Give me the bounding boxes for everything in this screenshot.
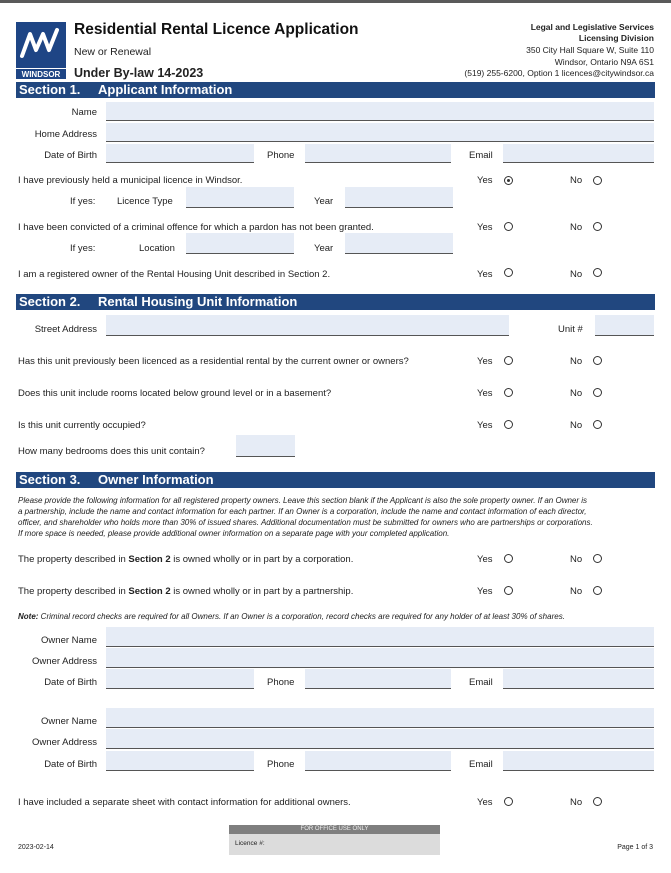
owner-address-label: Owner Address (32, 737, 97, 748)
partnership-yes-radio[interactable] (504, 586, 513, 595)
instructions-line-1: Please provide the following information for all registered property owners. Leave this section blank if the Applicant is also the sole property owner. If an Owner is (18, 496, 588, 505)
section-3-number: Section 3. (19, 472, 81, 487)
basement-no-radio[interactable] (593, 388, 602, 397)
unit-number-field[interactable] (595, 315, 654, 336)
question-previously-licenced: Has this unit previously been licenced as a residential rental by the current owner or owners? (18, 356, 409, 367)
question-partnership: The property described in Section 2 is owned wholly or in part by a partnership. (18, 586, 354, 597)
page-number: Page 1 of 3 (617, 844, 653, 851)
owner-1-phone-field[interactable] (305, 669, 451, 689)
question-basement: Does this unit include rooms located below ground level or in a basement? (18, 388, 332, 399)
email-label: Email (469, 759, 493, 770)
phone-label: Phone (267, 759, 295, 770)
contact-line: (519) 255-6200, Option 1 licences@citywindsor.ca (464, 68, 654, 78)
yes-label: Yes (477, 420, 493, 431)
instructions-line-2: a partnership, include the name and contact information for each partner. If an Owner is a corporation, include the name and contact information of each director, (18, 507, 587, 516)
no-label: No (570, 554, 583, 565)
owner-instructions (18, 495, 658, 539)
office-use-box (229, 834, 440, 855)
owner-1-name-field[interactable] (106, 627, 654, 647)
office-use-title: FOR OFFICE USE ONLY (229, 825, 440, 834)
instructions-line-4: If more space is needed, please provide additional owner information on a separate page with your completed application. (18, 529, 450, 538)
email-label: Email (469, 677, 493, 688)
question-corporation: The property described in Section 2 is owned wholly or in part by a corporation. (18, 554, 354, 565)
section-2-header (16, 294, 655, 310)
question-registered-owner: I am a registered owner of the Rental Housing Unit described in Section 2. (18, 269, 331, 280)
owner-1-dob-field[interactable] (106, 669, 254, 689)
offence-no-radio[interactable] (593, 222, 602, 231)
section-1-header (16, 82, 655, 98)
top-rule (0, 0, 671, 3)
yes-label: Yes (477, 269, 493, 280)
section-1-number: Section 1. (19, 82, 81, 97)
bedrooms-field[interactable] (236, 435, 295, 457)
no-label: No (570, 797, 583, 808)
no-label: No (570, 222, 583, 233)
question-criminal-offence: I have been convicted of a criminal offence for which a pardon has not been granted. (18, 222, 374, 233)
separate-sheet-no-radio[interactable] (593, 797, 602, 806)
question-occupied: Is this unit currently occupied? (18, 420, 146, 431)
licenced-no-radio[interactable] (593, 356, 602, 365)
owner-2-email-field[interactable] (503, 751, 654, 771)
section-3-title: Owner Information (98, 472, 214, 487)
owner-yes-radio[interactable] (504, 268, 513, 277)
owner-1-email-field[interactable] (503, 669, 654, 689)
owner-no-radio[interactable] (593, 268, 602, 277)
street-address-field[interactable] (106, 315, 509, 336)
corporation-yes-radio[interactable] (504, 554, 513, 563)
phone-field[interactable] (305, 144, 451, 163)
no-label: No (570, 356, 583, 367)
yes-label: Yes (477, 586, 493, 597)
section-2-number: Section 2. (19, 294, 81, 309)
street-address-label: Street Address (34, 324, 97, 335)
logo-text: WINDSOR (21, 70, 61, 79)
bylaw-reference: Under By-law 14-2023 (74, 66, 204, 80)
address-line-1: 350 City Hall Square W, Suite 110 (526, 45, 654, 55)
dob-label: Date of Birth (44, 150, 97, 161)
location-label: Location (139, 243, 175, 254)
occupied-no-radio[interactable] (593, 420, 602, 429)
owner-address-label: Owner Address (32, 656, 97, 667)
year-label: Year (314, 196, 334, 207)
division-name: Licensing Division (578, 33, 654, 43)
no-label: No (570, 269, 583, 280)
name-label: Name (71, 107, 97, 118)
offence-yes-radio[interactable] (504, 222, 513, 231)
section-1-title: Applicant Information (98, 82, 233, 97)
email-field[interactable] (503, 144, 654, 163)
licence-type-field[interactable] (186, 187, 294, 208)
question-previous-licence: I have previously held a municipal licence in Windsor. (18, 175, 243, 186)
yes-label: Yes (477, 222, 493, 233)
owner-2-address-field[interactable] (106, 729, 654, 749)
dob-label: Date of Birth (44, 759, 97, 770)
phone-label: Phone (267, 677, 295, 688)
applicant-name-field[interactable] (106, 102, 654, 121)
form-title: Residential Rental Licence Application (74, 21, 359, 38)
owner-2-name-field[interactable] (106, 708, 654, 728)
partnership-no-radio[interactable] (593, 586, 602, 595)
offence-year-field[interactable] (345, 233, 453, 254)
previous-licence-yes-radio[interactable] (504, 176, 513, 185)
owner-name-label: Owner Name (41, 716, 97, 727)
licence-number-label: Licence #: (235, 840, 265, 847)
section-3-header (16, 472, 655, 488)
owner-2-dob-field[interactable] (106, 751, 254, 771)
no-label: No (570, 586, 583, 597)
corporation-no-radio[interactable] (593, 554, 602, 563)
address-line-2: Windsor, Ontario N9A 6S1 (554, 57, 654, 67)
separate-sheet-yes-radio[interactable] (504, 797, 513, 806)
licence-year-field[interactable] (345, 187, 453, 208)
occupied-yes-radio[interactable] (504, 420, 513, 429)
section-2-title: Rental Housing Unit Information (98, 294, 298, 309)
dob-label: Date of Birth (44, 677, 97, 688)
question-bedrooms: How many bedrooms does this unit contain? (18, 446, 205, 457)
home-address-label: Home Address (34, 129, 97, 140)
form-subtitle: New or Renewal (74, 46, 152, 58)
basement-yes-radio[interactable] (504, 388, 513, 397)
no-label: No (570, 175, 583, 186)
question-separate-sheet: I have included a separate sheet with contact information for additional owners. (18, 797, 351, 808)
criminal-check-note: Note: Criminal record checks are required for all Owners. If an Owner is a corporation, record checks are required for any holder of at least 30% of shares. (18, 612, 565, 621)
owner-2-phone-field[interactable] (305, 751, 451, 771)
yes-label: Yes (477, 175, 493, 186)
no-label: No (570, 420, 583, 431)
previous-licence-no-radio[interactable] (593, 176, 602, 185)
dob-field[interactable] (106, 144, 254, 163)
if-yes-label: If yes: (70, 196, 96, 207)
dept-name: Legal and Legislative Services (530, 22, 654, 32)
no-label: No (570, 388, 583, 399)
owner-1-address-field[interactable] (106, 648, 654, 668)
yes-label: Yes (477, 797, 493, 808)
city-logo (16, 22, 66, 80)
yes-label: Yes (477, 554, 493, 565)
unit-label: Unit # (558, 324, 583, 335)
if-yes-label: If yes: (70, 243, 96, 254)
offence-location-field[interactable] (186, 233, 294, 254)
licence-type-label: Licence Type (117, 196, 173, 207)
year-label: Year (314, 243, 334, 254)
yes-label: Yes (477, 388, 493, 399)
owner-name-label: Owner Name (41, 635, 97, 646)
email-label: Email (469, 150, 493, 161)
form-date: 2023-02-14 (18, 844, 54, 851)
instructions-line-3: officer, and shareholder who holds more than 30% of issued shares. Additional documentation must be submitted for owners who are partnerships or corporations. (18, 518, 593, 527)
home-address-field[interactable] (106, 123, 654, 142)
phone-label: Phone (267, 150, 295, 161)
licenced-yes-radio[interactable] (504, 356, 513, 365)
yes-label: Yes (477, 356, 493, 367)
